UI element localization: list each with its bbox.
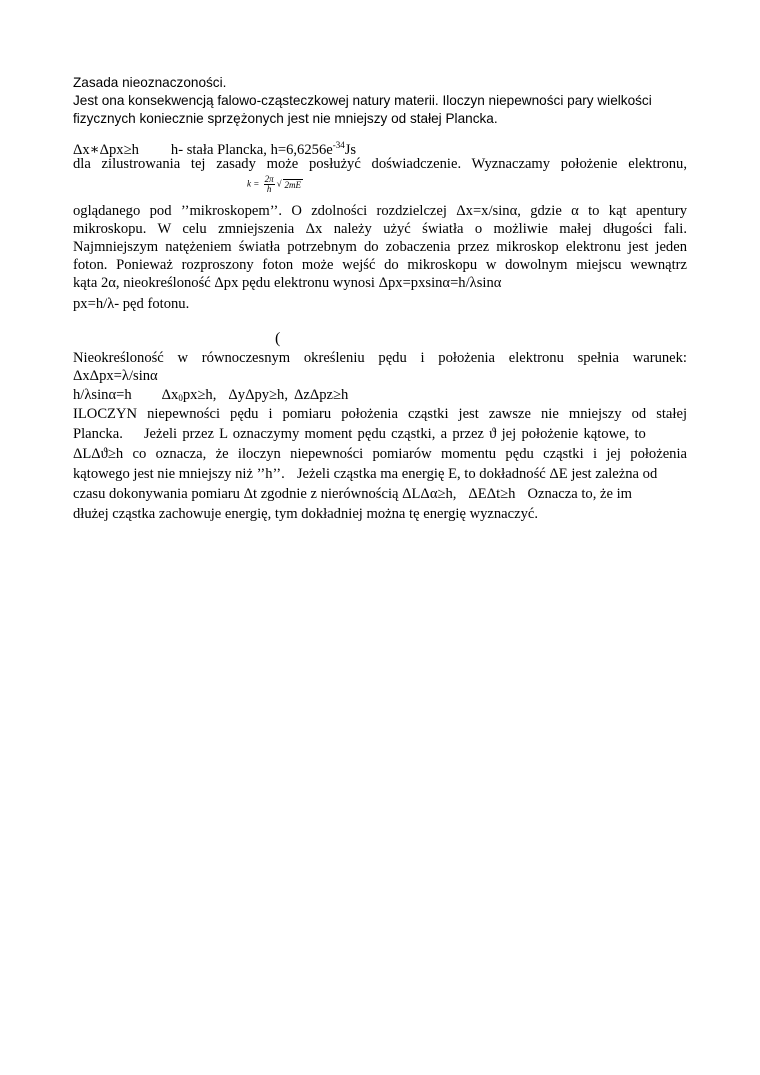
- relation-h-lambda: h/λsinα=h: [73, 387, 132, 403]
- wave-number-formula: [247, 175, 303, 197]
- formula-radicand: 2mE: [284, 180, 302, 190]
- formula-lhs: k =: [247, 178, 260, 189]
- para4-not-less-h: kątowego jest nie mniejszy niż ’’h’’.: [73, 466, 285, 482]
- para4-line-1: ILOCZYN niepewności pędu i pomiaru położenia cząstki jest zawsze nie mniejszy od stałej: [73, 406, 687, 422]
- relation-z: ΔzΔpz≥h: [294, 387, 349, 403]
- para4-meaning: Oznacza to, że im: [527, 486, 632, 502]
- para4-line-2: [73, 426, 646, 443]
- para3-line-1: Nieokreśloność w równoczesnym określeniu pędu i położenia elektronu spełnia warunek:: [73, 350, 687, 366]
- photon-momentum-line: px=h/λ- pęd fotonu.: [73, 296, 190, 312]
- intro-line-1: Jest ona konsekwencją falowo-cząsteczkowej natury materii. Iloczyn niepewności pary wielkości: [73, 93, 652, 108]
- para2-line-1: oglądanego pod ’’mikroskopem’’. O zdolności rozdzielczej Δx=x/sinα, gdzie α to kąt apentury: [73, 203, 687, 219]
- para2-line-5: kąta 2α, nieokreśloność Δpx pędu elektronu wynosi Δpx=pxsinα=h/λsinα: [73, 275, 502, 291]
- planck-unit: Js: [344, 142, 357, 158]
- relation-y: ΔyΔpy≥h,: [228, 387, 289, 403]
- formula-denominator: h: [266, 184, 272, 194]
- para2-line-3: Najmniejszym natężeniem światła potrzebnym do zobaczenia przez mikroskop elektronu jest jeden: [73, 239, 687, 255]
- relation-x-suffix: px≥h,: [182, 387, 217, 403]
- para4-angular-intro: Jeżeli przez L oznaczymy moment pędu cząstki, a przez ϑ jej położenie kątowe, to: [143, 426, 646, 442]
- document-title: Zasada nieoznaczoności.: [73, 75, 227, 90]
- para4-energy-intro: Jeżeli cząstka ma energię E, to dokładność ΔE jest zależna od: [296, 466, 658, 482]
- para4-line-3: ΔLΔϑ≥h co oznacza, że iloczyn niepewności pomiarów momentu pędu cząstki i jej położenia: [73, 446, 687, 462]
- sqrt-symbol: √: [276, 178, 282, 189]
- formula-numerator: 2π: [264, 174, 274, 184]
- para4-line-4: [73, 466, 657, 483]
- para3-line-2: ΔxΔpx=λ/sinα: [73, 368, 158, 384]
- para2-line-2: mikroskopu. W celu zmniejszenia Δx należy użyć światła o możliwie małej długości fali.: [73, 221, 687, 237]
- relation-x-subscript: 0: [178, 393, 183, 403]
- stray-parenthesis: (: [275, 330, 281, 347]
- planck-exponent: -34: [332, 140, 345, 150]
- main-relation: Δx∗Δpx≥h: [73, 142, 139, 158]
- experiment-line: dla zilustrowania tej zasady może posłużyć doświadczenie. Wyznaczamy położenie elektronu,: [73, 156, 687, 172]
- para4-energy-time-relation: ΔEΔt≥h: [468, 486, 516, 502]
- para4-line-5: [73, 486, 632, 503]
- para4-time-measurement: czasu dokonywania pomiaru Δt zgodnie z nierównością ΔLΔα≥h,: [73, 486, 457, 502]
- para2-line-4: foton. Ponieważ rozproszony foton może wejść do mikroskopu w dowolnym miejscu wewnątrz: [73, 257, 687, 273]
- relation-x-prefix: Δx: [161, 387, 179, 403]
- para4-plancka: Plancka.: [73, 426, 123, 442]
- para4-line-6: dłużej cząstka zachowuje energię, tym dokładniej można tę energię wyznaczyć.: [73, 506, 539, 522]
- formula-fraction: [264, 175, 275, 194]
- intro-line-2: fizycznych koniecznie sprzężonych jest nie mniejszy od stałej Plancka.: [73, 111, 498, 126]
- planck-constant-label: h- stała Plancka, h=6,6256e: [170, 142, 333, 158]
- relations-line: [73, 387, 348, 407]
